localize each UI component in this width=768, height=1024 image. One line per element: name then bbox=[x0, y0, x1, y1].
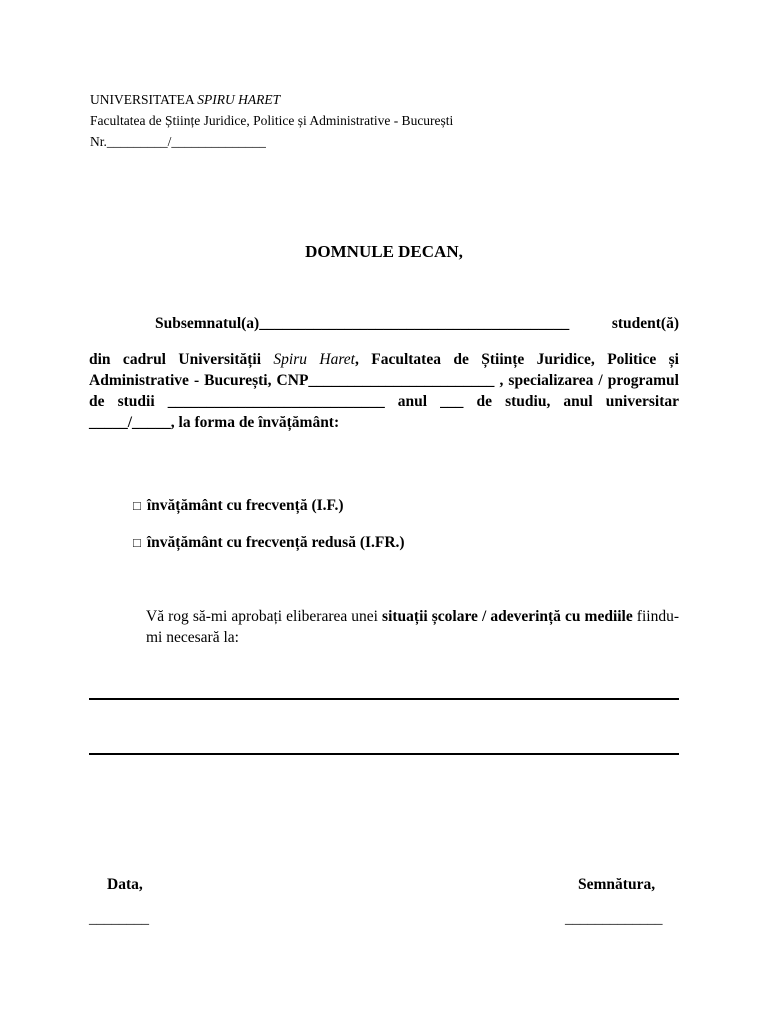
paragraph-part2: , Facultatea de Științe Juridice, Politice și Administrative - București, CNP________________________ , specializarea / programul de studii ____________________________ anul ___ de studiu, anul universitar _____/_____, la forma de învățământ: bbox=[89, 351, 679, 431]
signature-label: Semnătura, bbox=[578, 876, 656, 893]
date-label: Data, bbox=[107, 876, 143, 893]
request-bold: situații școlare / adeverință cu mediile bbox=[382, 608, 633, 625]
request-part1: Vă rog să-mi aprobați eliberarea unei bbox=[146, 608, 383, 625]
option-frequency[interactable] bbox=[133, 496, 344, 516]
checkbox-icon[interactable]: □ bbox=[133, 535, 141, 550]
university-prefix: UNIVERSITATEA bbox=[90, 92, 198, 107]
registration-number-line: Nr._________/______________ bbox=[90, 134, 266, 149]
request-paragraph bbox=[89, 606, 679, 648]
university-heading bbox=[90, 92, 280, 108]
option-frequency-label: învățământ cu frecvență (I.F.) bbox=[146, 497, 344, 514]
subsemnatul-line bbox=[89, 313, 679, 334]
option-reduced-frequency-label: învățământ cu frecvență redusă (I.FR.) bbox=[146, 534, 405, 551]
request-part2: fiindu-mi necesară la: bbox=[146, 608, 679, 646]
reason-line-1 bbox=[89, 698, 679, 700]
option-reduced-frequency[interactable] bbox=[133, 533, 405, 553]
student-details-paragraph bbox=[89, 349, 679, 433]
student-label: student(ă) bbox=[611, 315, 679, 332]
checkbox-icon[interactable]: □ bbox=[133, 498, 141, 513]
faculty-line: Facultatea de Științe Juridice, Politice și Administrative - București bbox=[90, 113, 454, 128]
reason-line-2 bbox=[89, 753, 679, 755]
signature-line: _____________ bbox=[565, 911, 663, 927]
paragraph-university-italic: Spiru Haret bbox=[273, 351, 355, 368]
document-title: DOMNULE DECAN, bbox=[305, 242, 463, 261]
date-line: ________ bbox=[89, 911, 149, 927]
paragraph-part1: din cadrul Universității bbox=[89, 351, 274, 368]
subsemnatul-label: Subsemnatul(a)________________________________________ bbox=[155, 315, 570, 332]
university-name: SPIRU HARET bbox=[197, 92, 281, 107]
